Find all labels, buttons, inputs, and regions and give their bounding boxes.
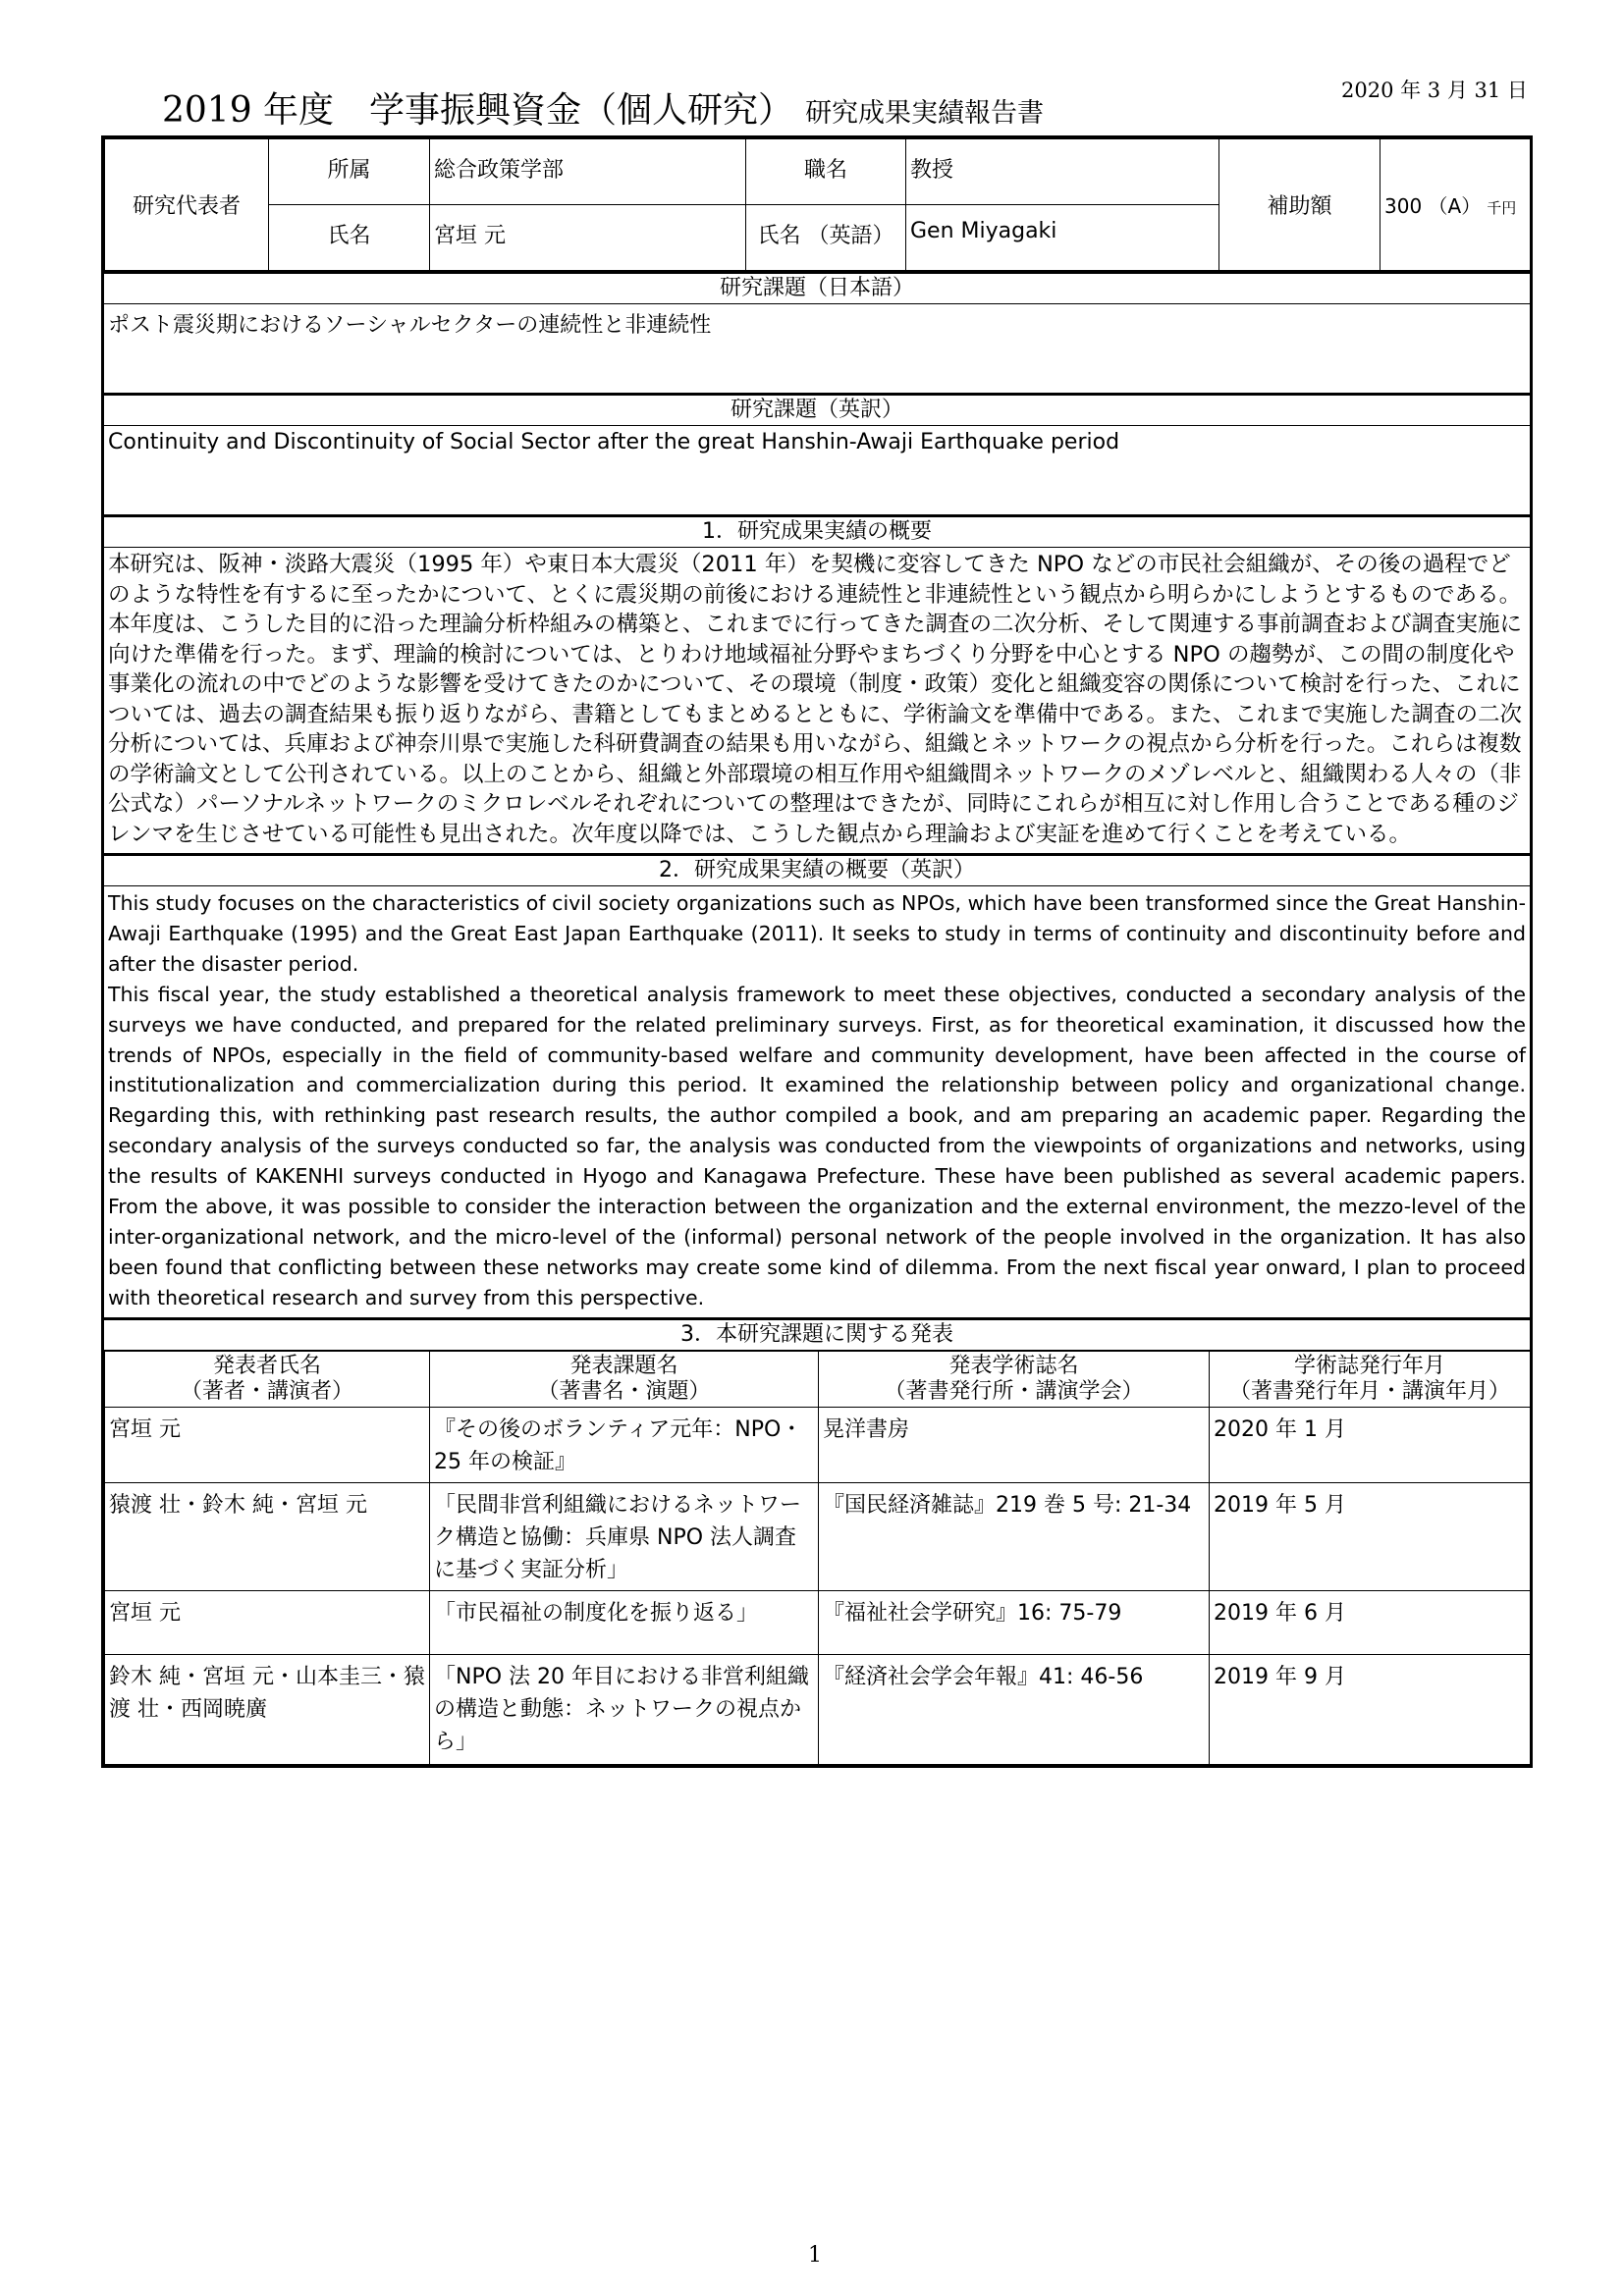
grant-amount-cell — [1380, 139, 1531, 271]
pub-date: 2020 年 1 月 — [1210, 1407, 1531, 1482]
title-main: 2019 年度 学事振興資金（個人研究） — [162, 90, 794, 131]
position-label: 職名 — [746, 139, 906, 205]
pub-author: 鈴木 純・宮垣 元・山本圭三・猿渡 壮・西岡暁廣 — [105, 1654, 430, 1764]
publications-header-row — [105, 1351, 1531, 1407]
column-header: 発表者氏名 （著者・講演者） — [105, 1351, 430, 1407]
page-title — [162, 82, 1044, 133]
pub-author: 宮垣 元 — [105, 1590, 430, 1654]
publications-table — [104, 1351, 1531, 1765]
summary-en-paragraph: This study focuses on the characteristics of civil society organizations such as NPOs, which have been transformed since the Great Hanshin-Awaji Earthquake (1995) and the Great East Japan Earthquake (2011). It seeks to study in terms of continuity and discontinuity before and after the disaster period. — [108, 891, 1526, 976]
summary-en-paragraph: This fiscal year, the study established a theoretical analysis framework to meet these objectives, conducted a secondary analysis of the surveys we have conducted, and prepared for the related preliminary surveys. First, as for theoretical examination, it discussed how the trends of NPOs, especially in the field of community-based welfare and community development, have been affected in the course of institutionalization and commercialization during this period. It examined the relationship between policy and organizational change. Regarding this, with rethinking past research results, the author compiled a book, and am preparing an academic paper. Regarding the secondary analysis of the surveys conducted so far, the analysis was conducted from the viewpoints of organizations and networks, using the results of KAKENHI surveys conducted in Hyogo and Kanagawa Prefecture. These have been published as several academic papers. From the above, it was possible to consider the interaction between the organization and the external environment, the mezzo-level of the inter-organizational network, and the micro-level of the (informal) personal network of the people involved in the organization. It has also been found that conflicting between these networks may create some kind of dilemma. From the next fiscal year onward, I plan to proceed with theoretical research and survey from this perspective. — [108, 982, 1526, 1309]
summary-en-heading: 2．研究成果実績の概要（英訳） — [104, 853, 1530, 886]
info-table — [104, 138, 1531, 271]
topic-jp-text: ポスト震災期におけるソーシャルセクターの連続性と非連続性 — [108, 313, 712, 338]
summary-jp-body — [104, 548, 1530, 853]
summary-jp-paragraph: 本研究は、阪神・淡路大震災（1995 年）や東日本大震災（2011 年）を契機に変容してきた NPO などの市民社会組織が、その後の過程でどのような特性を有するに至ったかについて、とくに震災期の前後における連続性と非連続性という観点から明らかにしようとするものである。 — [108, 552, 1522, 608]
name-value: 宮垣 元 — [430, 205, 746, 271]
topic-jp-heading: 研究課題（日本語） — [104, 271, 1530, 304]
table-row — [105, 1407, 1531, 1482]
report-form — [101, 135, 1533, 1768]
summary-en-body — [104, 886, 1530, 1317]
table-row — [105, 1654, 1531, 1764]
pub-title: 「市民福祉の制度化を振り返る」 — [430, 1590, 819, 1654]
representative-label: 研究代表者 — [105, 139, 269, 271]
pub-author: 猿渡 壮・鈴木 純・宮垣 元 — [105, 1482, 430, 1590]
name-en-value: Gen Miyagaki — [906, 205, 1219, 271]
report-date: 2020 年 3 月 31 日 — [1341, 79, 1528, 102]
page-number: 1 — [808, 2243, 822, 2268]
pub-venue: 『福祉社会学研究』16: 75-79 — [819, 1590, 1210, 1654]
pub-venue: 『経済社会学会年報』41: 46-56 — [819, 1654, 1210, 1764]
column-header: 発表学術誌名 （著書発行所・講演学会） — [819, 1351, 1210, 1407]
pub-venue: 晃洋書房 — [819, 1407, 1210, 1482]
publications-heading: 3．本研究課題に関する発表 — [104, 1317, 1530, 1351]
column-header: 発表課題名 （著書名・演題） — [430, 1351, 819, 1407]
pub-date: 2019 年 5 月 — [1210, 1482, 1531, 1590]
pub-date: 2019 年 6 月 — [1210, 1590, 1531, 1654]
grant-amount: 300 （A） — [1384, 194, 1482, 218]
position-value: 教授 — [906, 139, 1219, 205]
name-en-label: 氏名 （英語） — [746, 205, 906, 271]
affiliation-label: 所属 — [269, 139, 430, 205]
pub-title: 『その後のボランティア元年：NPO・25 年の検証』 — [430, 1407, 819, 1482]
summary-jp-paragraph: 本年度は、こうした目的に沿った理論分析枠組みの構築と、これまでに行ってきた調査の二次分析、そして関連する事前調査および調査実施に向けた準備を行った。まず、理論的検討については、とりわけ地域福祉分野やまちづくり分野を中心とする NPO の趨勢が、この間の制度化や事業化の流れの中でどのような影響を受けてきたのかについて、その環境（制度・政策）変化と組織変容の関係について検討を行った、これについては、過去の調査結果も振り返りながら、書籍としてもまとめるとともに、学術論文を準備中である。また、これまで実施した調査の二次分析については、兵庫および神奈川県で実施した科研費調査の結果も用いながら、組織とネットワークの視点から分析を行った。これらは複数の学術論文として公刊されている。以上のことから、組織と外部環境の相互作用や組織間ネットワークのメゾレベルと、組織関わる人々の（非公式な）パーソナルネットワークのミクロレベルそれぞれについての整理はできたが、同時にこれらが相互に対し作用し合うことである種のジレンマを生じさせている可能性も見出された。次年度以降では、こうした観点から理論および実証を進めて行くことを考えている。 — [108, 612, 1523, 847]
grant-label: 補助額 — [1219, 139, 1380, 271]
pub-title: 「NPO 法 20 年目における非営利組織の構造と動態：ネットワークの視点から」 — [430, 1654, 819, 1764]
pub-title: 「民間非営利組織におけるネットワーク構造と協働：兵庫県 NPO 法人調査に基づく実証分析」 — [430, 1482, 819, 1590]
summary-jp-heading: 1．研究成果実績の概要 — [104, 514, 1530, 548]
topic-en-text: Continuity and Discontinuity of Social Sector after the great Hanshin-Awaji Earthquake period — [108, 430, 1120, 454]
pub-venue: 『国民経済雑誌』219 巻 5 号: 21-34 — [819, 1482, 1210, 1590]
table-row — [105, 1590, 1531, 1654]
title-sub: 研究成果実績報告書 — [805, 98, 1045, 129]
name-label: 氏名 — [269, 205, 430, 271]
table-row — [105, 1482, 1531, 1590]
pub-author: 宮垣 元 — [105, 1407, 430, 1482]
column-header: 学術誌発行年月 （著書発行年月・講演年月） — [1210, 1351, 1531, 1407]
pub-date: 2019 年 9 月 — [1210, 1654, 1531, 1764]
affiliation-value: 総合政策学部 — [430, 139, 746, 205]
topic-en-heading: 研究課題（英訳） — [104, 393, 1530, 426]
grant-unit: 千円 — [1487, 199, 1517, 217]
